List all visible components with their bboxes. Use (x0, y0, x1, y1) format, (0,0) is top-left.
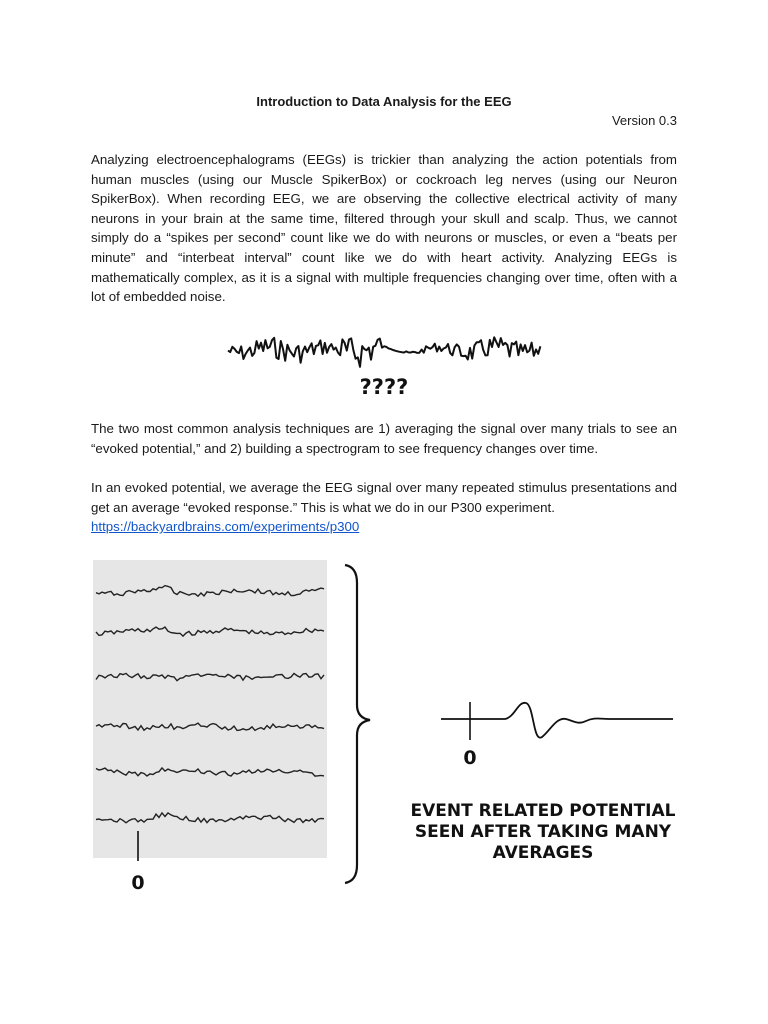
evoked-potential-text: In an evoked potential, we average the EEG signal over many repeated stimulus presentations and get an average “evoked response.” This is what we do in our P300 experiment. (91, 480, 677, 515)
erp-caption-line-1: EVENT RELATED POTENTIAL (410, 801, 676, 821)
erp-figure (0, 555, 768, 895)
curly-brace (345, 565, 370, 883)
techniques-paragraph: The two most common analysis techniques are 1) averaging the signal over many trials to see an “evoked potential,” and 2) building a spectrogram to see frequency changes over time. (91, 421, 677, 456)
eeg-noise-trace (228, 337, 540, 367)
intro-paragraph: Analyzing electroencephalograms (EEGs) is trickier than analyzing the action potentials from human muscles (using our Muscle SpikerBox) or cockroach leg nerves (using our Neuron SpikerBox). When recording EEG, we are observing the collective electrical activity of many neurons in your brain at the same time, filtered through your skull and scalp. Thus, we cannot simply do a “spikes per second” count like we do with neurons or muscles, or even a “beats per minute” and “interbeat interval” count like we do with heart activity. Analyzing EEGs is mathematically complex, as it is a signal with multiple frequencies changing over time, often with a lot of embedded noise. (91, 152, 677, 305)
trials-zero-label: 0 (131, 872, 145, 894)
eeg-question-caption: ???? (359, 375, 409, 399)
evoked-potential-paragraph (91, 478, 677, 537)
document-title: Introduction to Data Analysis for the EEG (256, 94, 512, 109)
p300-experiment-link[interactable]: https://backyardbrains.com/experiments/p300 (91, 519, 360, 535)
erp-zero-label: 0 (463, 747, 477, 769)
version-label: Version 0.3 (611, 113, 677, 128)
erp-caption-line-2: SEEN AFTER TAKING MANY (414, 822, 672, 842)
erp-caption-line-3: AVERAGES (492, 843, 594, 863)
trials-panel (93, 560, 327, 858)
erp-waveform (441, 703, 673, 738)
eeg-noise-figure (0, 305, 768, 405)
